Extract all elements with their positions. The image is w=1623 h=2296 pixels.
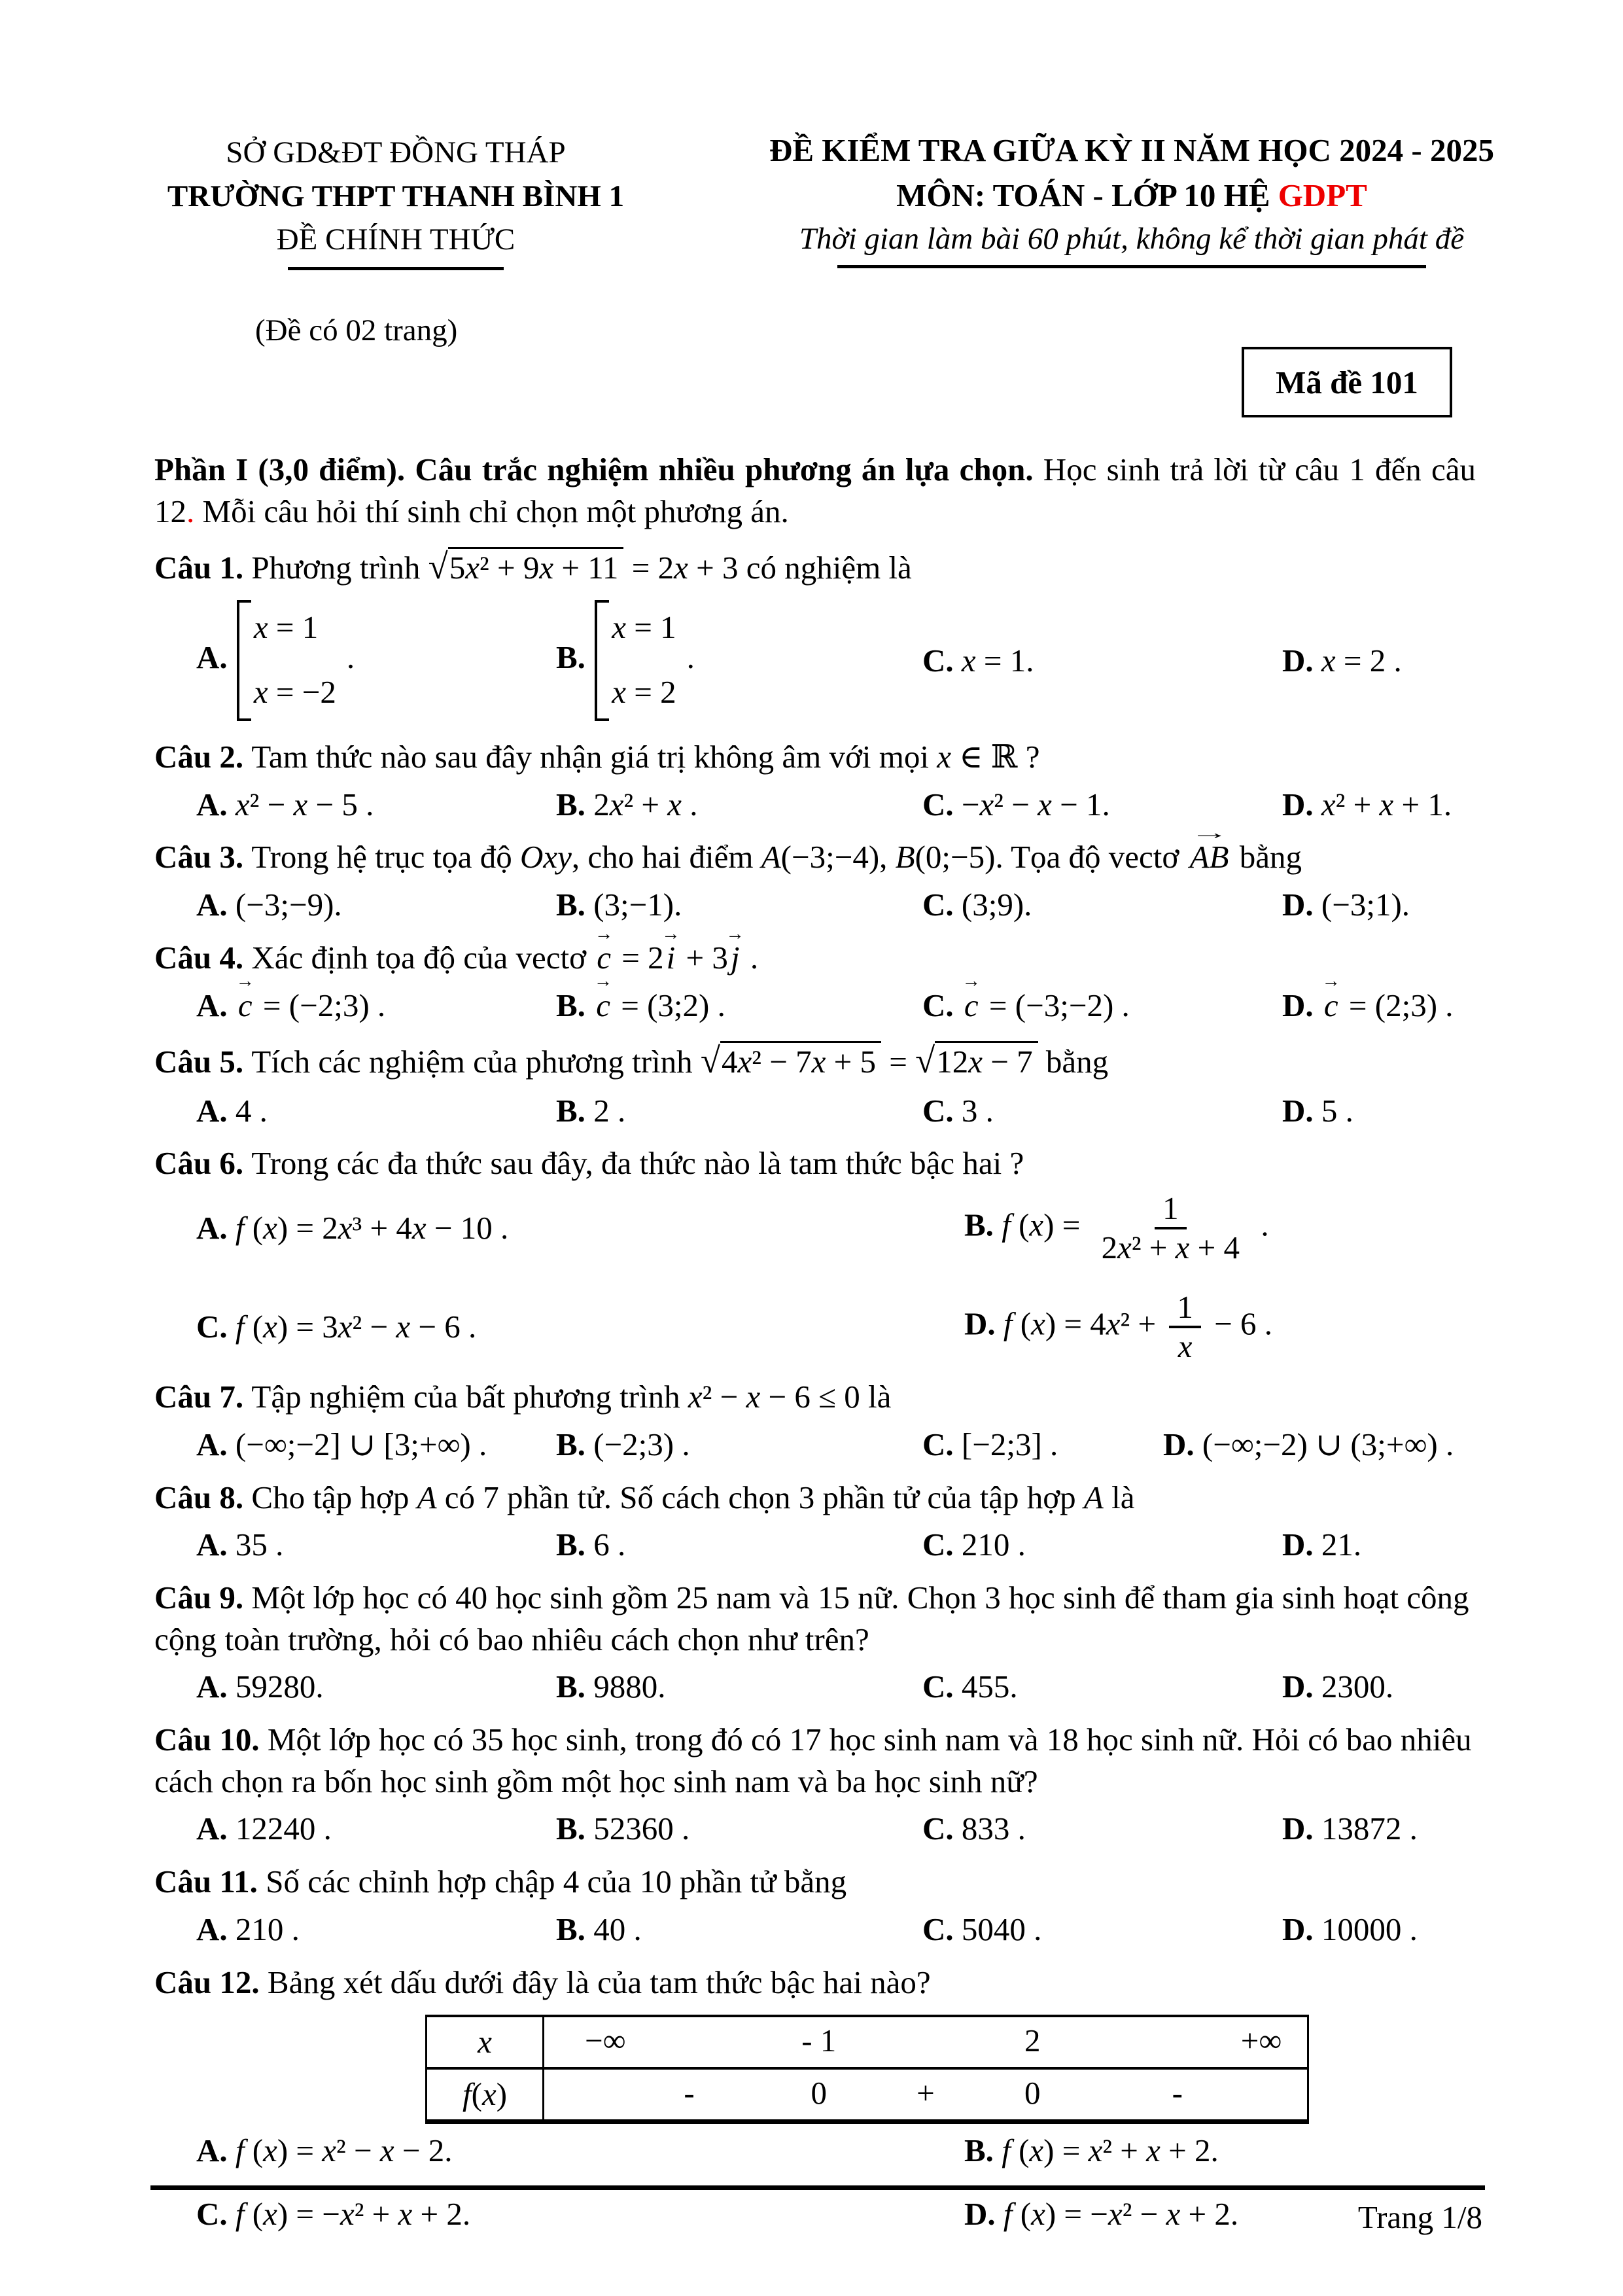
math-expression: 13872 . [1321, 1810, 1418, 1847]
option-a [196, 784, 556, 826]
math-expression: x = 1. [961, 642, 1034, 679]
exam-code-box [1242, 347, 1452, 417]
option-letter: D. [1163, 1426, 1202, 1462]
option-b [556, 1424, 922, 1466]
option-letter: B. [556, 639, 594, 675]
question-text [154, 1577, 1476, 1660]
option-letter: D. [1282, 1810, 1321, 1847]
option-letter: A. [196, 887, 236, 923]
option-a [196, 1808, 556, 1850]
option-c [922, 784, 1282, 826]
sign-table-value: - [1172, 2075, 1183, 2111]
text-run: bằng [1231, 839, 1302, 875]
sign-table-value: - 1 [801, 2022, 837, 2059]
fraction-denominator: 2x² + x + 4 [1101, 1229, 1240, 1266]
option-letter: A. [196, 1810, 236, 1847]
option-d [1282, 1909, 1476, 1951]
option-d [1282, 1666, 1476, 1708]
option-letter: A. [196, 1911, 236, 1947]
square-root-expression [428, 546, 624, 587]
case-line: x = −2 [253, 674, 336, 711]
text-run: có 7 phần tử. Số cách chọn 3 phần tử của tập hợp [436, 1479, 1084, 1515]
option-letter: D. [1282, 887, 1321, 923]
vector-symbol: c → [1321, 985, 1341, 1027]
answer-options [154, 884, 1476, 926]
math-expression: 21. [1321, 1527, 1362, 1563]
math-expression: + 3 [678, 939, 728, 976]
option-letter: C. [922, 887, 962, 923]
math-expression: f (x) = x² + x + 2. [1002, 2132, 1219, 2168]
math-expression: 52360 . [593, 1810, 690, 1847]
math-expression: 2x² + x . [593, 786, 698, 822]
option-d [1282, 1524, 1476, 1566]
option-a [196, 985, 556, 1027]
math-expression: 10000 . [1321, 1911, 1418, 1947]
case-line: x = 1 [612, 609, 676, 645]
text-run: có nghiệm là [738, 550, 912, 586]
option-letter: C. [922, 786, 962, 822]
question [154, 836, 1476, 925]
curriculum-tag: GDPT [1278, 177, 1367, 213]
question-number: Câu 8. [154, 1479, 252, 1515]
option-letter: A. [196, 786, 236, 822]
vector-symbol: j → [728, 937, 742, 979]
question [154, 1037, 1476, 1131]
option-d [1282, 1090, 1476, 1132]
math-expression: A [1083, 1479, 1104, 1515]
option-b [556, 1090, 922, 1132]
math-expression: A [417, 1479, 437, 1515]
math-expression: 833 . [961, 1810, 1026, 1847]
text-run: Số các chỉnh hợp chập 4 của 10 phần tử bằng [266, 1863, 847, 1900]
bold-text-run: Phần I (3,0 điểm). Câu trắc nghiệm nhiều phương án lựa chọn. [154, 451, 1034, 487]
question-text [154, 543, 1476, 590]
question-text [154, 1142, 1476, 1184]
option-d [1282, 1808, 1476, 1850]
red-text-run: . [186, 493, 195, 529]
text-run: Tam thức nào sau đây nhận giá trị không âm với mọi [251, 739, 937, 775]
option-a [196, 1666, 556, 1708]
question [154, 1861, 1476, 1950]
option-a [196, 1207, 964, 1249]
option-letter: D. [1282, 642, 1321, 679]
department-name: SỞ GD&ĐT ĐỒNG THÁP [226, 135, 566, 169]
option-letter: B. [556, 1527, 594, 1563]
question-number: Câu 10. [154, 1722, 268, 1758]
option-letter: B. [964, 2132, 1002, 2168]
case-line: x = 2 [612, 674, 676, 711]
math-expression: (−3;−9). [235, 887, 342, 923]
math-expression: = (−2;3) . [254, 987, 386, 1023]
option-letter: C. [922, 642, 962, 679]
option-letter: C. [922, 1092, 962, 1129]
option-d [1282, 985, 1476, 1027]
fraction-numerator: 1 [1155, 1190, 1187, 1229]
question-text [154, 836, 1476, 878]
answer-options [154, 1524, 1476, 1566]
math-expression: 59280. [235, 1669, 324, 1705]
option-letter: D. [1282, 786, 1321, 822]
math-expression: f (x) = 2x³ + 4x − 10 . [235, 1210, 509, 1246]
math-expression: Oxy [519, 839, 572, 875]
option-letter: D. [1282, 1527, 1321, 1563]
option-letter: A. [196, 1669, 236, 1705]
option-letter: B. [556, 1810, 594, 1847]
math-expression: 5040 . [961, 1911, 1042, 1947]
question-text [154, 1037, 1476, 1084]
option-c [922, 884, 1282, 926]
sign-table-fx-row [427, 2070, 1307, 2119]
math-expression: x = 2 . [1321, 642, 1402, 679]
math-expression: (3;−1). [593, 887, 682, 923]
sign-table-value: +∞ [1240, 2022, 1282, 2059]
answer-options [154, 985, 1476, 1027]
content [154, 449, 1476, 2235]
option-letter: B. [556, 1669, 594, 1705]
option-letter: A. [196, 987, 236, 1023]
sign-table-value: 0 [811, 2075, 827, 2111]
math-expression: = 2x + 3 [623, 550, 739, 586]
option-a [196, 1524, 556, 1566]
option-a [196, 884, 556, 926]
option-letter: B. [556, 887, 594, 923]
option-c [922, 1524, 1282, 1566]
math-expression: = (3;2) . [612, 987, 725, 1023]
math-expression: x² + x + 1. [1321, 786, 1452, 822]
question [154, 736, 1476, 825]
option-letter: C. [196, 2196, 236, 2233]
text-run: là [1103, 1479, 1135, 1515]
vector-symbol: c → [236, 985, 255, 1027]
text-run: Một lớp học có 40 học sinh gồm 25 nam và 15 nữ. Chọn 3 học sinh để tham gia sinh hoạt công cộng toàn trường, hỏi có bao nhiêu cách chọn như trên? [154, 1580, 1469, 1657]
answer-options [154, 596, 1476, 725]
option-a [196, 1909, 556, 1951]
option-b [964, 2130, 1476, 2172]
math-expression: 35 . [235, 1527, 284, 1563]
question-number: Câu 3. [154, 839, 252, 875]
fraction-denominator: x [1178, 1328, 1193, 1364]
option-b [556, 1666, 922, 1708]
radical-sign: √ [700, 1040, 721, 1081]
sign-table-header-cell: f(x) [427, 2070, 544, 2119]
question-text [154, 736, 1476, 778]
math-expression: x² − x − 6 ≤ 0 [688, 1379, 860, 1415]
option-letter: D. [1282, 1669, 1321, 1705]
math-expression: f (x) = 3x² − x − 6 . [235, 1309, 477, 1345]
option-c [922, 640, 1282, 682]
subject-prefix: MÔN: TOÁN - LỚP 10 HỆ [896, 177, 1278, 213]
math-expression: 12240 . [235, 1810, 332, 1847]
math-expression: [−2;3] . [961, 1426, 1058, 1462]
question-text [154, 1477, 1476, 1519]
question-number: Câu 6. [154, 1145, 252, 1182]
question-text [154, 1861, 1476, 1903]
option-b [556, 784, 922, 826]
math-expression: . [1253, 1207, 1269, 1243]
radicand: 12x − 7 [935, 1041, 1038, 1080]
duration-note: Thời gian làm bài 60 phút, không kể thời gian phát đề [799, 222, 1465, 256]
question-number: Câu 12. [154, 1964, 268, 2000]
sign-table-value: −∞ [584, 2022, 626, 2059]
question [154, 1962, 1476, 2235]
math-expression: 210 . [235, 1911, 300, 1947]
question-list [154, 543, 1476, 2235]
text-run: Tích các nghiệm của phương trình [251, 1044, 701, 1080]
option-c [922, 985, 1282, 1027]
option-letter: D. [1282, 1911, 1321, 1947]
question [154, 1376, 1476, 1465]
option-c [922, 1090, 1282, 1132]
option-letter: C. [922, 1669, 962, 1705]
question [154, 1142, 1476, 1365]
option-letter: D. [1282, 987, 1321, 1023]
sign-table [425, 2015, 1309, 2123]
text-run: Học sinh trả lời từ câu 1 đến câu 12 [154, 451, 1476, 529]
option-b [556, 596, 922, 725]
option-letter: A. [196, 2132, 236, 2168]
math-expression: 3 . [961, 1092, 994, 1129]
math-expression: − 6 . [1206, 1305, 1273, 1342]
option-letter: D. [1282, 1092, 1321, 1129]
option-b [964, 1190, 1476, 1267]
question [154, 543, 1476, 725]
math-expression: 5 . [1321, 1092, 1353, 1129]
option-c [196, 1306, 964, 1348]
option-letter: C. [922, 1810, 962, 1847]
math-expression: (−3;1). [1321, 887, 1410, 923]
option-b [556, 1909, 922, 1951]
radicand: 4x² − 7x + 5 [720, 1041, 881, 1080]
math-expression: 40 . [593, 1911, 642, 1947]
answer-options [154, 1190, 1476, 1365]
question-number: Câu 9. [154, 1580, 252, 1616]
page-number: Trang 1/8 [1357, 2199, 1482, 2235]
header-right [680, 128, 1583, 268]
part1-intro [154, 449, 1476, 532]
radical-sign: √ [915, 1040, 935, 1081]
text-run: bằng [1038, 1044, 1109, 1080]
fraction [1169, 1289, 1201, 1366]
option-letter: B. [556, 786, 594, 822]
option-a [196, 1090, 556, 1132]
solution-cases [237, 600, 340, 721]
sign-table-value: 0 [1024, 2075, 1041, 2111]
sign-table-header-cell: x [427, 2017, 544, 2067]
text-run: Phương trình [251, 550, 428, 586]
exam-title: ĐỀ KIỂM TRA GIỮA KỲ II NĂM HỌC 2024 - 2025 [769, 132, 1494, 168]
option-letter: B. [964, 1207, 1002, 1243]
option-letter: A. [196, 1092, 236, 1129]
header-left-underline [288, 267, 504, 270]
math-expression: f (x) = −x² − x + 2. [1003, 2196, 1239, 2233]
option-letter: D. [964, 2196, 1003, 2233]
square-root-expression [700, 1040, 881, 1081]
option-letter: A. [196, 1210, 236, 1246]
option-b [556, 1808, 922, 1850]
header-left [147, 131, 644, 270]
option-a [196, 2130, 964, 2172]
math-expression: (−∞;−2] ∪ [3;+∞) . [235, 1426, 487, 1462]
vector-symbol: c → [594, 937, 614, 979]
text-run: , cho hai điểm [571, 839, 761, 875]
vector-symbol: c → [962, 985, 981, 1027]
solution-cases [595, 600, 680, 721]
question-text [154, 937, 1476, 979]
option-letter: B. [556, 1426, 594, 1462]
math-expression: = 2 [614, 939, 664, 976]
answer-options [154, 1808, 1476, 1850]
vector-symbol: i → [664, 937, 678, 979]
question-number: Câu 11. [154, 1863, 266, 1900]
math-expression: −x² − x − 1. [961, 786, 1110, 822]
option-letter: C. [922, 1426, 962, 1462]
math-expression: 4 . [235, 1092, 268, 1129]
question [154, 937, 1476, 1026]
vector-symbol: AB → [1187, 836, 1232, 878]
question-number: Câu 1. [154, 550, 252, 586]
math-expression: (−2;3) . [593, 1426, 690, 1462]
option-d [1282, 884, 1476, 926]
option-letter: A. [196, 1527, 236, 1563]
option-a [196, 596, 556, 725]
math-expression: 9880. [593, 1669, 666, 1705]
option-b [556, 1524, 922, 1566]
question-text [154, 1719, 1476, 1802]
math-expression: (3;9). [961, 887, 1032, 923]
exam-code: Mã đề 101 [1276, 364, 1418, 400]
answer-options [154, 1424, 1476, 1466]
case-line: x = 1 [253, 609, 319, 645]
text-run: ? [1017, 739, 1040, 775]
option-d [1163, 1424, 1476, 1466]
text-run: Xác định tọa độ của vectơ [251, 939, 595, 976]
answer-options [154, 784, 1476, 826]
answer-options [154, 1090, 1476, 1132]
option-letter: B. [556, 1911, 594, 1947]
option-d [1282, 640, 1476, 682]
option-letter: B. [556, 987, 594, 1023]
option-letter: C. [922, 987, 962, 1023]
text-run: Cho tập hợp [251, 1479, 417, 1515]
option-c [922, 1909, 1282, 1951]
school-name: TRƯỜNG THPT THANH BÌNH 1 [167, 179, 625, 213]
subject-line [680, 173, 1583, 219]
fraction-numerator: 1 [1169, 1289, 1201, 1328]
math-expression: A(−3;−4), B(0;−5) [761, 839, 996, 875]
text-run: . [742, 939, 759, 976]
option-a [196, 1424, 556, 1466]
question [154, 1477, 1476, 1566]
option-c [922, 1808, 1282, 1850]
radical-sign: √ [428, 546, 448, 587]
sign-table-value: - [684, 2075, 695, 2111]
option-letter: A. [196, 1426, 236, 1462]
answer-options [154, 1909, 1476, 1951]
sign-table-value: + [916, 2075, 935, 2111]
sign-table-value: 2 [1024, 2022, 1041, 2059]
text-run: là [860, 1379, 892, 1415]
footer-rule [150, 2185, 1485, 2190]
sign-table-x-row [427, 2017, 1307, 2070]
text-run: . Tọa độ vectơ [995, 839, 1187, 875]
math-expression: 2300. [1321, 1669, 1394, 1705]
math-expression: . [686, 639, 695, 675]
text-run: Mỗi câu hỏi thí sinh chỉ chọn một phương án. [194, 493, 789, 529]
math-expression: f (x) = [1002, 1207, 1089, 1243]
question-number: Câu 2. [154, 739, 252, 775]
question [154, 1719, 1476, 1850]
sign-table-values-cell [544, 2070, 1307, 2117]
math-expression: = [881, 1044, 916, 1080]
math-expression: x ∈ ℝ [937, 739, 1018, 775]
answer-options [154, 1666, 1476, 1708]
pages-note: (Đề có 02 trang) [255, 313, 458, 347]
math-expression: 455. [961, 1669, 1018, 1705]
question-text [154, 1376, 1476, 1418]
option-c [922, 1666, 1282, 1708]
option-letter: D. [964, 1305, 1003, 1342]
square-root-expression [915, 1040, 1038, 1081]
option-letter: A. [196, 639, 236, 675]
official-exam-label: ĐỀ CHÍNH THỨC [276, 222, 515, 257]
option-letter: C. [922, 1527, 962, 1563]
question-number: Câu 4. [154, 939, 252, 976]
math-expression: = (−3;−2) . [981, 987, 1130, 1023]
question-text [154, 1962, 1476, 2004]
option-letter: C. [196, 1309, 236, 1345]
header-right-underline [837, 265, 1426, 268]
text-run: Trong các đa thức sau đây, đa thức nào là tam thức bậc hai ? [251, 1145, 1024, 1182]
math-expression: f (x) = x² − x − 2. [235, 2132, 453, 2168]
radicand: 5x² + 9x + 11 [448, 547, 624, 586]
option-letter: B. [556, 1092, 594, 1129]
question-number: Câu 7. [154, 1379, 252, 1415]
math-expression: (−∞;−2) ∪ (3;+∞) . [1202, 1426, 1454, 1462]
option-d [964, 1289, 1476, 1366]
sign-table-values-cell [544, 2017, 1307, 2064]
question [154, 1577, 1476, 1708]
math-expression: 6 . [593, 1527, 626, 1563]
text-run: Một lớp học có 35 học sinh, trong đó có 17 học sinh nam và 18 học sinh nữ. Hỏi có bao nhiêu cách chọn ra bốn học sinh gồm một học sinh nam và ba học sinh nữ? [154, 1722, 1472, 1799]
option-d [1282, 784, 1476, 826]
option-c [922, 1424, 1163, 1466]
option-letter: C. [922, 1911, 962, 1947]
option-b [556, 985, 922, 1027]
text-run: Tập nghiệm của bất phương trình [251, 1379, 688, 1415]
math-expression: f (x) = 4x² + [1003, 1305, 1164, 1342]
math-expression: = (2;3) . [1340, 987, 1454, 1023]
question-number: Câu 5. [154, 1044, 252, 1080]
math-expression: 210 . [961, 1527, 1026, 1563]
fraction [1094, 1190, 1248, 1267]
vector-symbol: c → [593, 985, 613, 1027]
math-expression: 2 . [593, 1092, 626, 1129]
math-expression: f (x) = −x² + x + 2. [235, 2196, 471, 2233]
text-run: Trong hệ trục tọa độ [251, 839, 520, 875]
option-b [556, 884, 922, 926]
text-run: Bảng xét dấu dưới đây là của tam thức bậc hai nào? [267, 1964, 931, 2000]
math-expression: x² − x − 5 . [235, 786, 374, 822]
math-expression: . [346, 639, 355, 675]
